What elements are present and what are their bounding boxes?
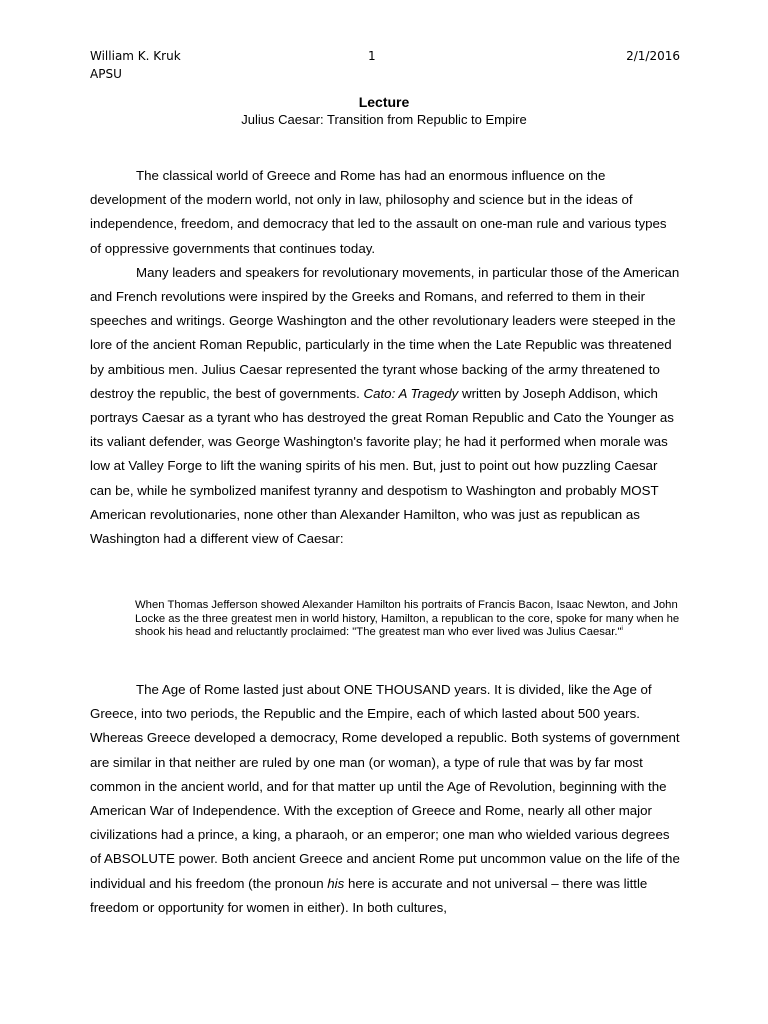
document-title: Lecture — [358, 94, 410, 110]
paragraph-1: The classical world of Greece and Rome has had an enormous influence on the development of the modern world, not only in law, philosophy and science but in the ideas of independence, freedom, and democracy that led to the assault on one-man rule and various types of oppressive governments that continues today. — [90, 168, 667, 256]
header-date: 2/1/2016 — [626, 49, 680, 63]
paragraph-3-text-a: The Age of Rome lasted just about ONE THOUSAND years. It is divided, like the Age of Greece, into two periods, the Republic and the Empire, each of which lasted about 500 years. Whereas Greece developed a democracy, Rome developed a republic. Both systems of government are similar in that neither are ruled by one man (or woman), a type of rule that was by far most common in the ancient world, and for that matter up until the Age of Revolution, beginning with the American War of Independence. With the exception of Greece and Rome, nearly all other major civilizations had a prince, a king, a pharaoh, or an emperor; one man who wielded various degrees of ABSOLUTE power. Both ancient Greece and ancient Rome put uncommon value on the life of the individual and his freedom (the pronoun — [90, 682, 680, 891]
paragraph-3-italic-word: his — [327, 875, 345, 891]
body-section-1 — [90, 164, 680, 551]
footnote-marker[interactable]: i — [621, 626, 623, 633]
paragraph-2-text-b: written by Joseph Addison, which portrays Caesar as a tyrant who has destroyed the great Roman Republic and Cato the Younger as its valiant defender, was George Washington's favorite play; he had it performed when morale was low at Valley Forge to lift the waning spirits of his men. But, just to point out how puzzling Caesar can be, while he symbolized manifest tyranny and despotism to Washington and probably MOST American revolutionaries, none other than Alexander Hamilton, who was just as republican as Washington had a different view of Caesar: — [90, 385, 674, 547]
block-quote — [135, 599, 680, 640]
institution-name: APSU — [90, 67, 122, 81]
paragraph-3 — [90, 678, 680, 920]
page-number: 1 — [368, 49, 376, 63]
body-section-2 — [90, 678, 680, 920]
paragraph-2 — [90, 261, 680, 551]
paragraph-2-italic-title: Cato: A Tragedy — [363, 385, 459, 401]
paragraph-2-text-a: Many leaders and speakers for revolutionary movements, in particular those of the American and French revolutions were inspired by the Greeks and Romans, and referred to them in their speeches and writings. George Washington and the other revolutionary leaders were steeped in the lore of the ancient Roman Republic, particularly in the time when the Late Republic was threatened by ambitious men. Julius Caesar represented the tyrant whose backing of the army threatened to destroy the republic, the best of governments. — [90, 264, 680, 401]
document-subtitle: Julius Caesar: Transition from Republic to Empire — [241, 112, 527, 127]
author-name: William K. Kruk — [90, 49, 181, 63]
block-quote-text: When Thomas Jefferson showed Alexander Hamilton his portraits of Francis Bacon, Isaac Newton, and John Locke as the three greatest men in world history, Hamilton, a republican to the core, spoke for many when he shook his head and reluctantly proclaimed: "The greatest man who ever lived was Julius Caesar." — [135, 599, 680, 639]
header-left — [90, 47, 181, 83]
paragraph-3-text-b: here is accurate and not universal – there was little freedom or opportunity for women in either). In both cultures, — [90, 875, 648, 915]
page-header — [90, 47, 680, 87]
